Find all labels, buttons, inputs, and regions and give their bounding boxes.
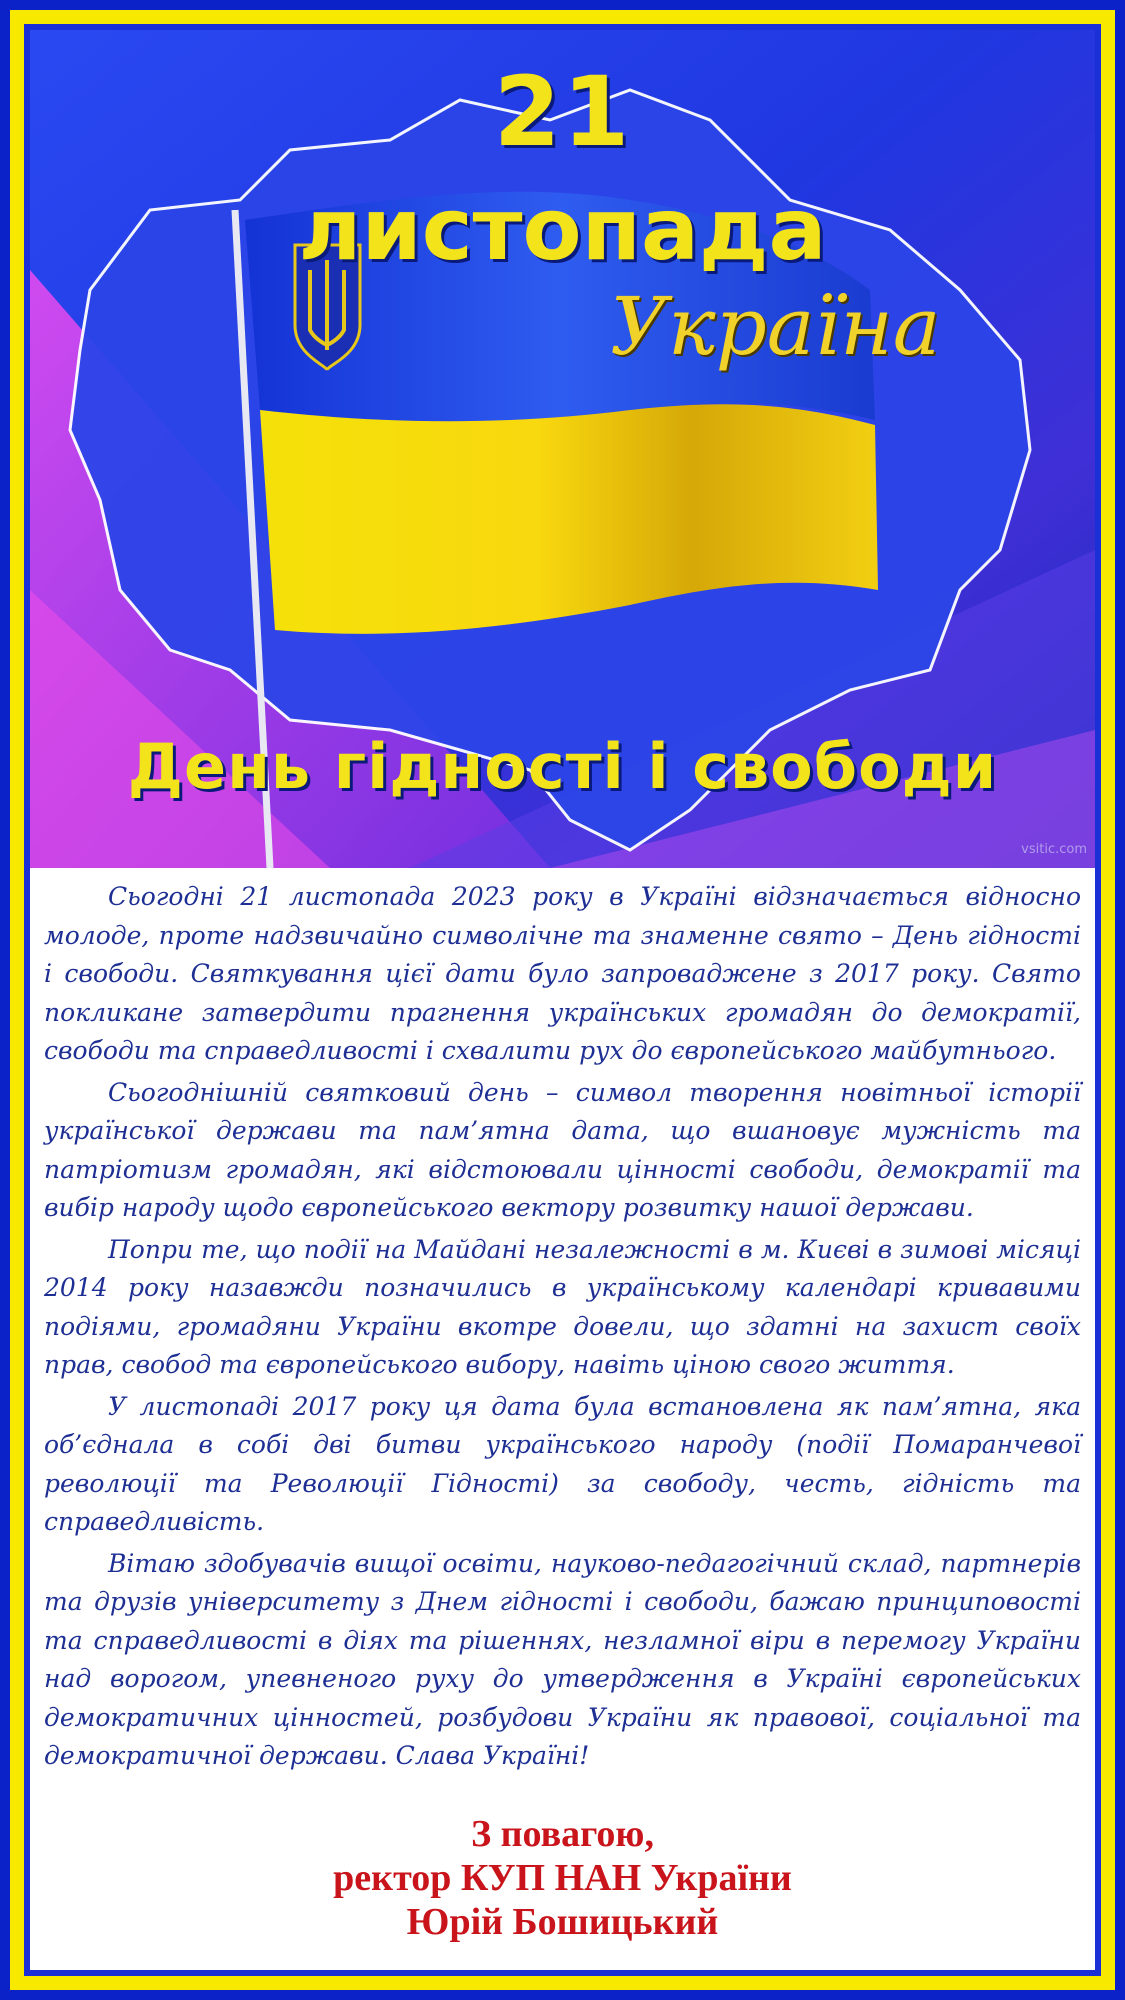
date-month: листопада: [298, 180, 827, 280]
signature-name: Юрій Бошицький: [406, 1901, 719, 1943]
date-number: 21: [493, 56, 632, 168]
signature-greeting: З повагою,: [471, 1813, 654, 1855]
watermark: vsitic.com: [1021, 842, 1087, 857]
poster-content: [30, 30, 1095, 1970]
signature-title: ректор КУП НАН України: [333, 1857, 792, 1899]
paragraph: Сьогодні 21 листопада 2023 року в Україні відзначається відносно молоде, проте надзвичайно символічне та знаменне свято – День гідності і свободи. Святкування цієї дати було запроваджене з 2017 року. Свято покликане затвердити прагнення українських громадян до демократії, свободи та справедливості і схвалити рух до європейського майбутнього.: [44, 882, 1081, 1065]
paragraph: Попри те, що події на Майдані незалежності в м. Києві в зимові місяці 2014 року назавжди позначились в українському календарі кривавими подіями, громадяни України вкотре довели, що здатні на захист своїх прав, свобод та європейського вибору, навіть ціною свого життя.: [44, 1234, 1081, 1379]
signature-block: [30, 1812, 1095, 1944]
paragraph: Вітаю здобувачів вищої освіти, науково-педагогічний склад, партнерів та друзів університету з Днем гідності і свободи, бажаю принциповості та справедливості в діях та рішеннях, незламної віри в перемогу України над ворогом, упевненого руху до утвердження в Україні європейських демократичних цінностей, розбудови України як правової, соціальної та демократичної держави. Слава Україні!: [44, 1548, 1081, 1770]
country-name: Україна: [610, 280, 941, 373]
holiday-title: День гідності і свободи: [127, 730, 998, 803]
paragraph: Сьогоднішній святковий день – символ творення новітньої історії української держави та пам’ятна дата, що вшановує мужність та патріотизм громадян, які відстоювали цінності свободи, демократії та вибір народу щодо європейського вектору розвитку нашої держави.: [44, 1077, 1081, 1222]
holiday-banner: [30, 30, 1095, 868]
greeting-text: [44, 878, 1081, 1779]
paragraph: У листопаді 2017 року ця дата була встановлена як пам’ятна, яка об’єднала в собі дві битви українського народу (події Помаранчевої революції та Революції Гідності) за свободу, честь, гідність та справедливість.: [44, 1391, 1081, 1536]
